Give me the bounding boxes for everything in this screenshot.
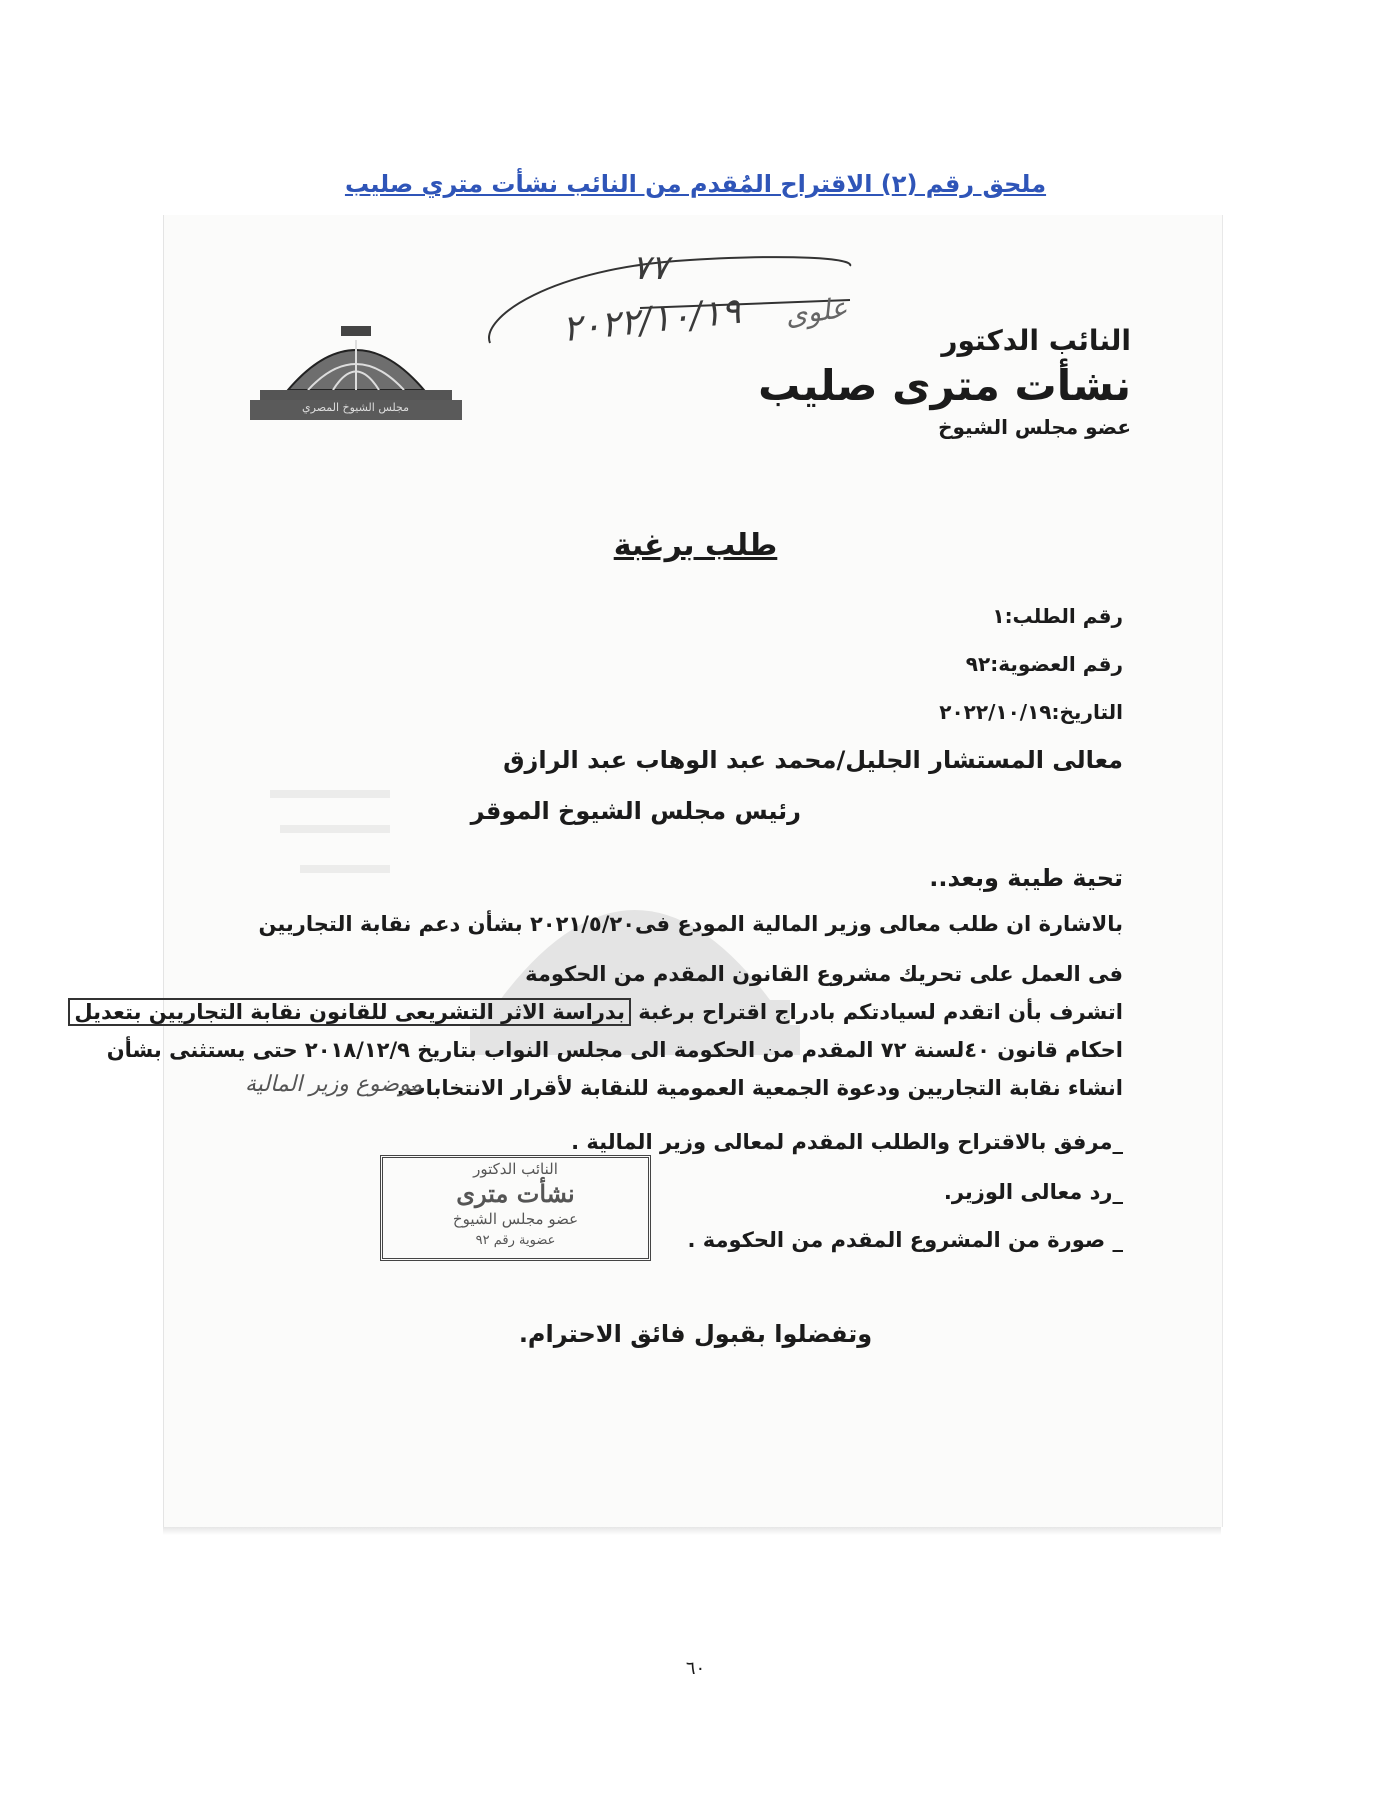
- addressee-line1: معالى المستشار الجليل/محمد عبد الوهاب عبد الرازق: [503, 746, 1123, 774]
- stamp-line2: نشأت مترى: [456, 1179, 575, 1208]
- body-p1-line2: فى العمل على تحريك مشروع القانون المقدم من الحكومة: [525, 962, 1123, 986]
- body-p2-line1: [68, 1000, 1123, 1024]
- body-p2-line1-boxed: بدراسة الاثر التشريعى للقانون نقابة التجاريين بتعديل: [68, 998, 631, 1026]
- document-date: التاريخ:٢٠٢٢/١٠/١٩: [939, 700, 1123, 724]
- faint-bleed-through: [270, 780, 400, 900]
- body-p2-line1-start: اتشرف بأن اتقدم لسيادتكم بادراج اقتراح برغبة: [638, 1000, 1123, 1024]
- letterhead: [758, 322, 1131, 442]
- senate-logo: [248, 318, 463, 423]
- scan-edge: [163, 1527, 1221, 1535]
- stamp-line3: عضو مجلس الشيوخ: [452, 1210, 579, 1228]
- membership-number: رقم العضوية:٩٢: [965, 652, 1123, 676]
- body-p1-line1: بالاشارة ان طلب معالى وزير المالية المودع فى٢٠٢١/٥/٢٠ بشأن دعم نقابة التجاريين: [258, 912, 1123, 936]
- body-p2-line2: احكام قانون ٤٠لسنة ٧٢ المقدم من الحكومة الى مجلس النواب بتاريخ ٢٠١٨/١٢/٩ حتى يستثنى بشأن: [106, 1038, 1123, 1062]
- header-member: عضو مجلس الشيوخ: [938, 415, 1131, 439]
- body-p2-line3: انشاء نقابة التجاريين ودعوة الجمعية العمومية للنقابة لأقرار الانتخابات.: [396, 1076, 1123, 1100]
- header-name: نشأت مترى صليب: [758, 361, 1131, 410]
- header-title: النائب الدكتور: [941, 324, 1131, 357]
- request-title: طلب برغبة: [613, 528, 778, 563]
- handwritten-margin-note: موضوع وزير المالية: [245, 1072, 423, 1097]
- attachment-2: _رد معالى الوزير.: [943, 1180, 1123, 1204]
- handwritten-note: علوى: [783, 290, 850, 333]
- addressee-line2: رئيس مجلس الشيوخ الموقر: [470, 797, 801, 825]
- official-stamp: [380, 1155, 651, 1261]
- greeting: تحية طيبة وبعد..: [929, 864, 1123, 892]
- logo-caption: مجلس الشيوخ المصري: [302, 401, 409, 414]
- attachment-1: _مرفق بالاقتراح والطلب المقدم لمعالى وزير المالية .: [571, 1130, 1123, 1154]
- page-number: ٦٠: [685, 1658, 706, 1679]
- stamp-line1: النائب الدكتور: [473, 1160, 558, 1178]
- attachment-3: _ صورة من المشروع المقدم من الحكومة .: [687, 1228, 1123, 1252]
- request-number: رقم الطلب:١: [992, 604, 1123, 628]
- stamp-line4: عضوية رقم ٩٢: [475, 1233, 556, 1248]
- annex-title: ملحق رقم (٢) الاقتراح المُقدم من النائب نشأت متري صليب: [344, 170, 1047, 198]
- closing: وتفضلوا بقبول فائق الاحترام.: [518, 1320, 873, 1348]
- handwritten-ref-number: ٧٧: [632, 248, 669, 288]
- handwritten-date: ٢٠٢٢/١٠/١٩: [560, 290, 743, 351]
